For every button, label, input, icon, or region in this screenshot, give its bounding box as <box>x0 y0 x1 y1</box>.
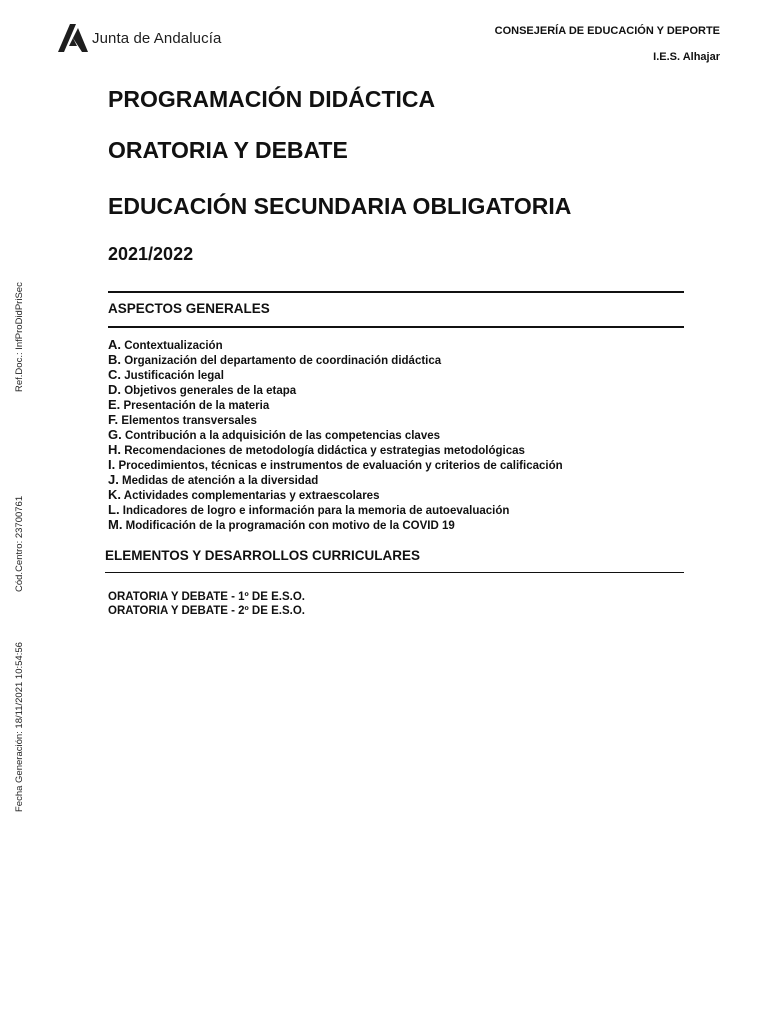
logo <box>56 24 221 52</box>
index-item <box>108 518 563 533</box>
curricular-item: ORATORIA Y DEBATE - 2º DE E.S.O. <box>108 605 305 617</box>
index-item-marker: G. <box>108 427 122 442</box>
index-item <box>108 488 563 503</box>
department-name: CONSEJERÍA DE EDUCACIÓN Y DEPORTE <box>494 25 720 37</box>
brand-name: Junta de Andalucía <box>92 29 222 47</box>
subject-title: ORATORIA Y DEBATE <box>108 137 348 163</box>
index-item-text: Recomendaciones de metodología didáctica y estrategias metodológicas <box>124 445 525 457</box>
index-item-marker: D. <box>108 382 121 397</box>
index-item <box>108 413 563 428</box>
index-item-text: Contextualización <box>124 340 223 352</box>
index-item-text: Modificación de la programación con motivo de la COVID 19 <box>125 520 455 532</box>
curricular-rule <box>105 572 684 573</box>
side-label-centre-code: Cód.Centro: 23700761 <box>14 495 25 592</box>
side-label-ref-doc: Ref.Doc.: InfProDidPriSec <box>14 282 25 392</box>
curricular-list <box>108 590 305 618</box>
curricular-heading: ELEMENTOS Y DESARROLLOS CURRICULARES <box>105 548 421 563</box>
index-item <box>108 353 563 368</box>
curricular-item: ORATORIA Y DEBATE - 1º DE E.S.O. <box>108 591 305 603</box>
index-item-text: Indicadores de logro e información para la memoria de autoevaluación <box>122 505 510 517</box>
index-item <box>108 428 563 443</box>
index-item-text: Presentación de la materia <box>123 400 270 412</box>
index-item <box>108 503 563 518</box>
side-label-generated: Fecha Generación: 18/11/2021 10:54:56 <box>14 642 25 812</box>
document-title: PROGRAMACIÓN DIDÁCTICA <box>108 86 436 112</box>
section-rule-top <box>108 291 684 293</box>
index-item <box>108 443 563 458</box>
general-aspects-heading: ASPECTOS GENERALES <box>108 301 270 316</box>
index-item <box>108 368 563 383</box>
school-name: I.E.S. Alhajar <box>653 51 720 63</box>
index-item-marker: J. <box>108 472 119 487</box>
section-rule-bottom <box>108 326 684 328</box>
index-item-marker: F. <box>108 412 119 427</box>
index-item-marker: H. <box>108 442 121 457</box>
index-item-marker: I. <box>108 457 116 472</box>
junta-de-andalucia-logo-icon <box>56 24 88 52</box>
index-item-marker: M. <box>108 517 123 532</box>
index-item-marker: L. <box>108 502 120 517</box>
general-aspects-index <box>108 338 563 533</box>
index-item <box>108 338 563 353</box>
index-item-text: Medidas de atención a la diversidad <box>122 475 319 487</box>
index-item-text: Elementos transversales <box>121 415 257 427</box>
index-item-marker: K. <box>108 487 121 502</box>
index-item-marker: C. <box>108 367 121 382</box>
index-item-marker: B. <box>108 352 121 367</box>
index-item <box>108 398 563 413</box>
index-item-marker: E. <box>108 397 121 412</box>
header-info <box>495 25 720 63</box>
index-item-text: Justificación legal <box>124 370 224 382</box>
index-item <box>108 458 563 473</box>
index-item-text: Procedimientos, técnicas e instrumentos de evaluación y criterios de calificación <box>118 460 563 472</box>
index-item <box>108 473 563 488</box>
index-item-text: Organización del departamento de coordinación didáctica <box>124 355 442 367</box>
index-item-text: Objetivos generales de la etapa <box>124 385 297 397</box>
index-item-marker: A. <box>108 337 121 352</box>
index-item-text: Contribución a la adquisición de las competencias claves <box>124 430 441 442</box>
index-item <box>108 383 563 398</box>
stage-title: EDUCACIÓN SECUNDARIA OBLIGATORIA <box>108 193 572 219</box>
academic-year: 2021/2022 <box>108 244 194 264</box>
index-item-text: Actividades complementarias y extraescolares <box>123 490 380 502</box>
